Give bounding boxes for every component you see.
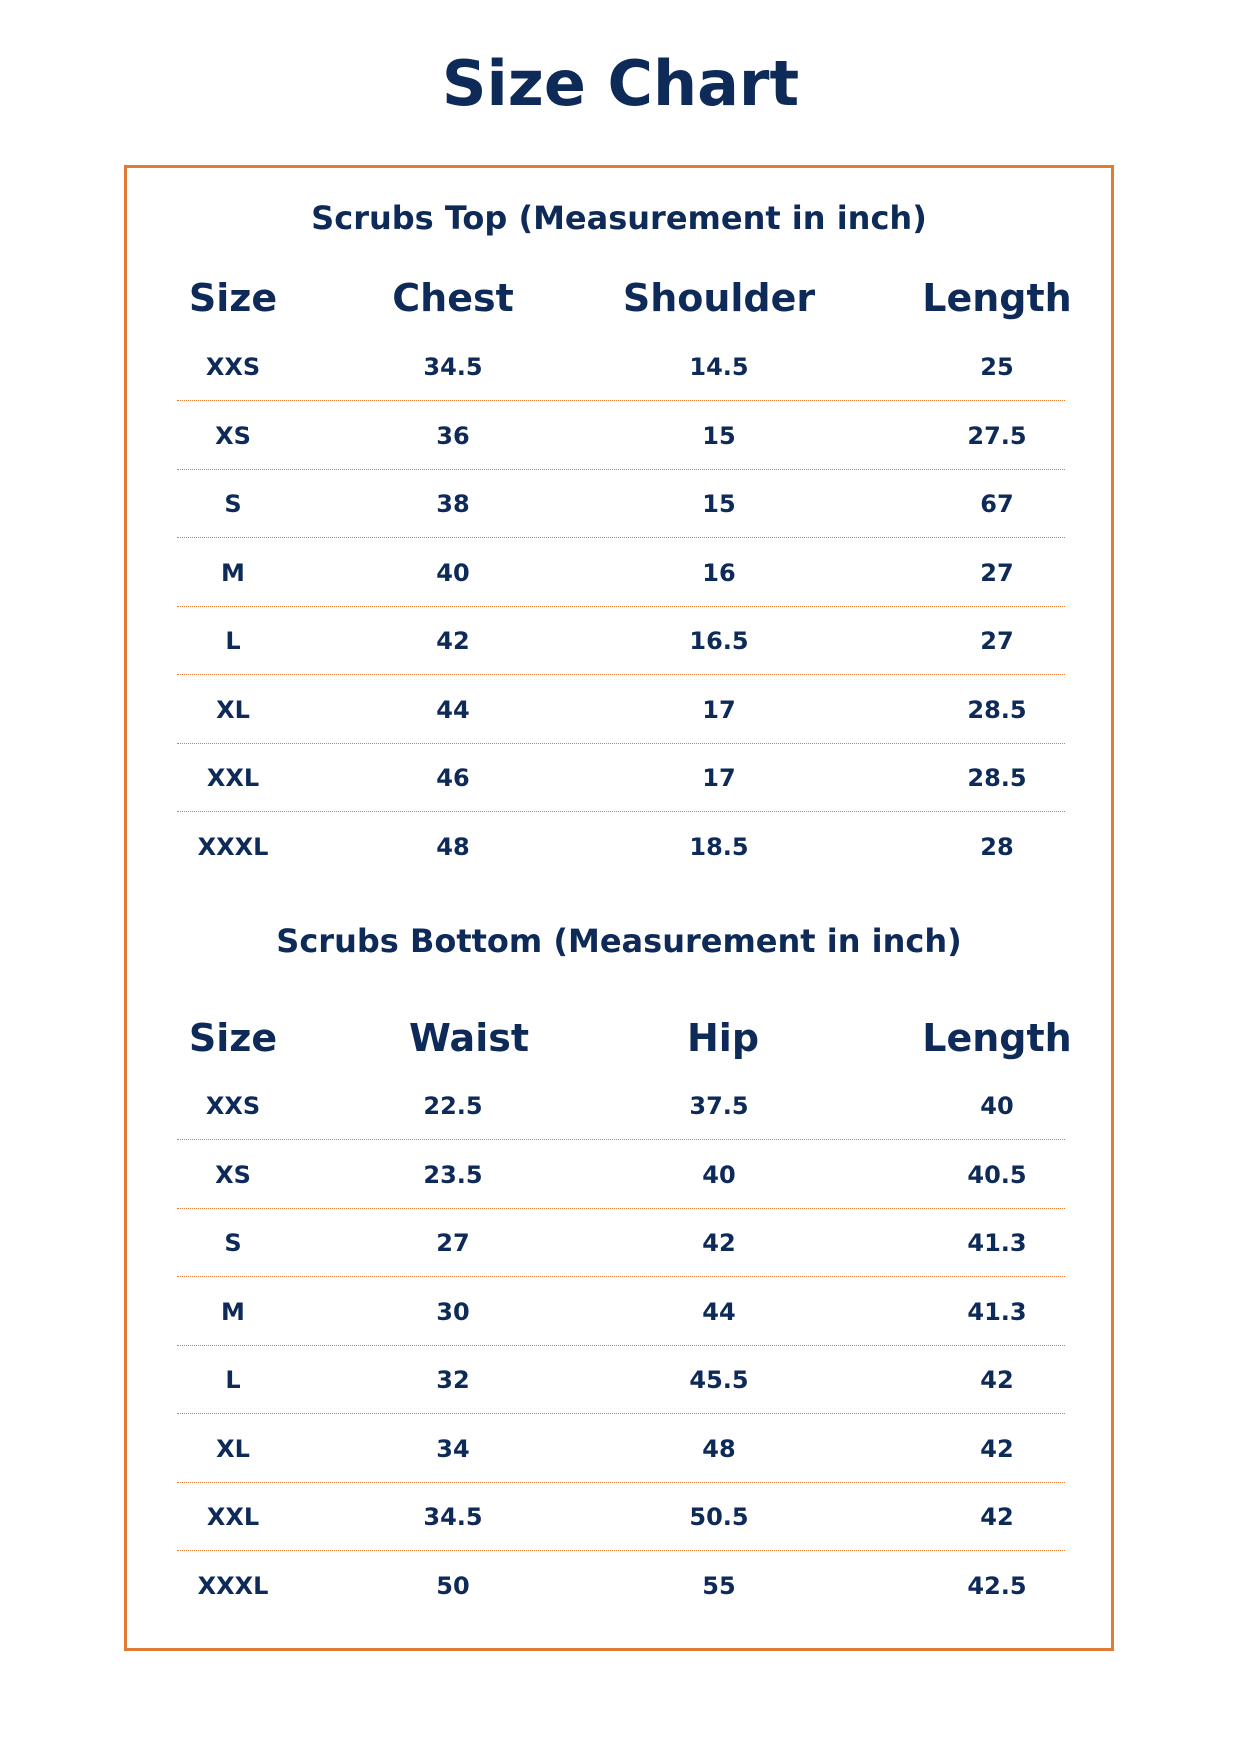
bottom-cell-size: S [224,1229,242,1257]
top-row-divider [177,537,1065,538]
bottom-table-title: Scrubs Bottom (Measurement in inch) [276,922,962,960]
top-cell-chest: 34.5 [423,353,483,381]
bottom-cell-waist: 34.5 [423,1503,483,1531]
top-cell-length: 28.5 [967,764,1027,792]
top-cell-shoulder: 15 [702,421,736,450]
top-header-shoulder: Shoulder [622,276,816,320]
bottom-cell-size: XL [216,1434,250,1463]
bottom-cell-size: XS [215,1160,251,1189]
top-header-size: Size [188,276,278,320]
top-cell-length: 27.5 [967,421,1027,450]
top-cell-length: 27 [980,558,1014,587]
bottom-cell-hip: 48 [702,1434,736,1463]
top-cell-chest: 40 [436,558,470,587]
bottom-cell-waist: 23.5 [423,1160,483,1189]
top-cell-size: M [221,558,245,587]
top-cell-shoulder: 16.5 [689,627,749,655]
top-header-length: Length [922,276,1072,320]
bottom-cell-length: 42 [980,1434,1014,1463]
top-cell-size: XXL [206,764,260,792]
top-cell-chest: 38 [436,490,470,518]
bottom-cell-size: L [225,1366,241,1394]
top-cell-size: XXXL [197,832,269,861]
bottom-cell-length: 40.5 [967,1160,1027,1189]
bottom-cell-size: XXL [206,1503,260,1531]
top-cell-size: XXS [205,353,261,381]
top-cell-chest: 46 [436,764,470,792]
top-cell-shoulder: 17 [702,764,736,792]
top-table-title: Scrubs Top (Measurement in inch) [311,199,927,237]
top-cell-length: 28.5 [967,695,1027,724]
bottom-header-size: Size [188,1016,278,1060]
bottom-cell-hip: 37.5 [689,1092,749,1120]
top-row-divider [177,811,1065,812]
top-cell-size: XL [216,695,250,724]
bottom-row-divider [177,1208,1065,1209]
top-cell-shoulder: 18.5 [689,832,749,861]
bottom-cell-length: 41.3 [967,1297,1027,1326]
bottom-cell-size: XXS [205,1092,261,1120]
top-cell-shoulder: 17 [702,695,736,724]
top-cell-length: 28 [980,832,1014,861]
top-cell-chest: 36 [436,421,470,450]
top-row-divider [177,469,1065,470]
bottom-cell-hip: 42 [702,1229,736,1257]
bottom-row-divider [177,1482,1065,1483]
bottom-cell-length: 42 [980,1503,1014,1531]
bottom-cell-waist: 50 [436,1571,470,1600]
bottom-header-length: Length [922,1016,1072,1060]
bottom-cell-waist: 27 [436,1229,470,1257]
bottom-header-waist: Waist [408,1016,529,1060]
top-cell-size: L [225,627,241,655]
bottom-cell-hip: 44 [702,1297,736,1326]
bottom-cell-length: 42.5 [967,1571,1027,1600]
top-header-chest: Chest [392,276,514,320]
top-row-divider [177,400,1065,401]
top-cell-size: S [224,490,242,518]
bottom-cell-hip: 40 [702,1160,736,1189]
top-row-divider [177,674,1065,675]
top-cell-chest: 48 [436,832,470,861]
bottom-cell-size: XXXL [197,1571,269,1600]
top-cell-chest: 42 [436,627,470,655]
top-cell-shoulder: 15 [702,490,736,518]
top-cell-length: 25 [980,353,1014,381]
bottom-header-hip: Hip [686,1016,760,1060]
top-cell-chest: 44 [436,695,470,724]
bottom-cell-waist: 30 [436,1297,470,1326]
bottom-row-divider [177,1139,1065,1140]
bottom-cell-length: 41.3 [967,1229,1027,1257]
page-title: Size Chart [441,47,800,120]
bottom-row-divider [177,1345,1065,1346]
bottom-cell-waist: 32 [436,1366,470,1394]
top-cell-length: 67 [980,490,1014,518]
bottom-cell-waist: 34 [436,1434,470,1463]
top-row-divider [177,743,1065,744]
top-row-divider [177,606,1065,607]
bottom-row-divider [177,1413,1065,1414]
bottom-cell-size: M [221,1297,245,1326]
top-cell-shoulder: 16 [702,558,736,587]
size-chart-frame [124,165,1114,1651]
bottom-row-divider [177,1276,1065,1277]
top-cell-size: XS [215,421,251,450]
top-cell-length: 27 [980,627,1014,655]
top-cell-shoulder: 14.5 [689,353,749,381]
bottom-cell-waist: 22.5 [423,1092,483,1120]
bottom-cell-hip: 45.5 [689,1366,749,1394]
bottom-cell-hip: 50.5 [689,1503,749,1531]
bottom-row-divider [177,1550,1065,1551]
bottom-cell-length: 40 [980,1092,1014,1120]
bottom-cell-hip: 55 [702,1571,736,1600]
bottom-cell-length: 42 [980,1366,1014,1394]
